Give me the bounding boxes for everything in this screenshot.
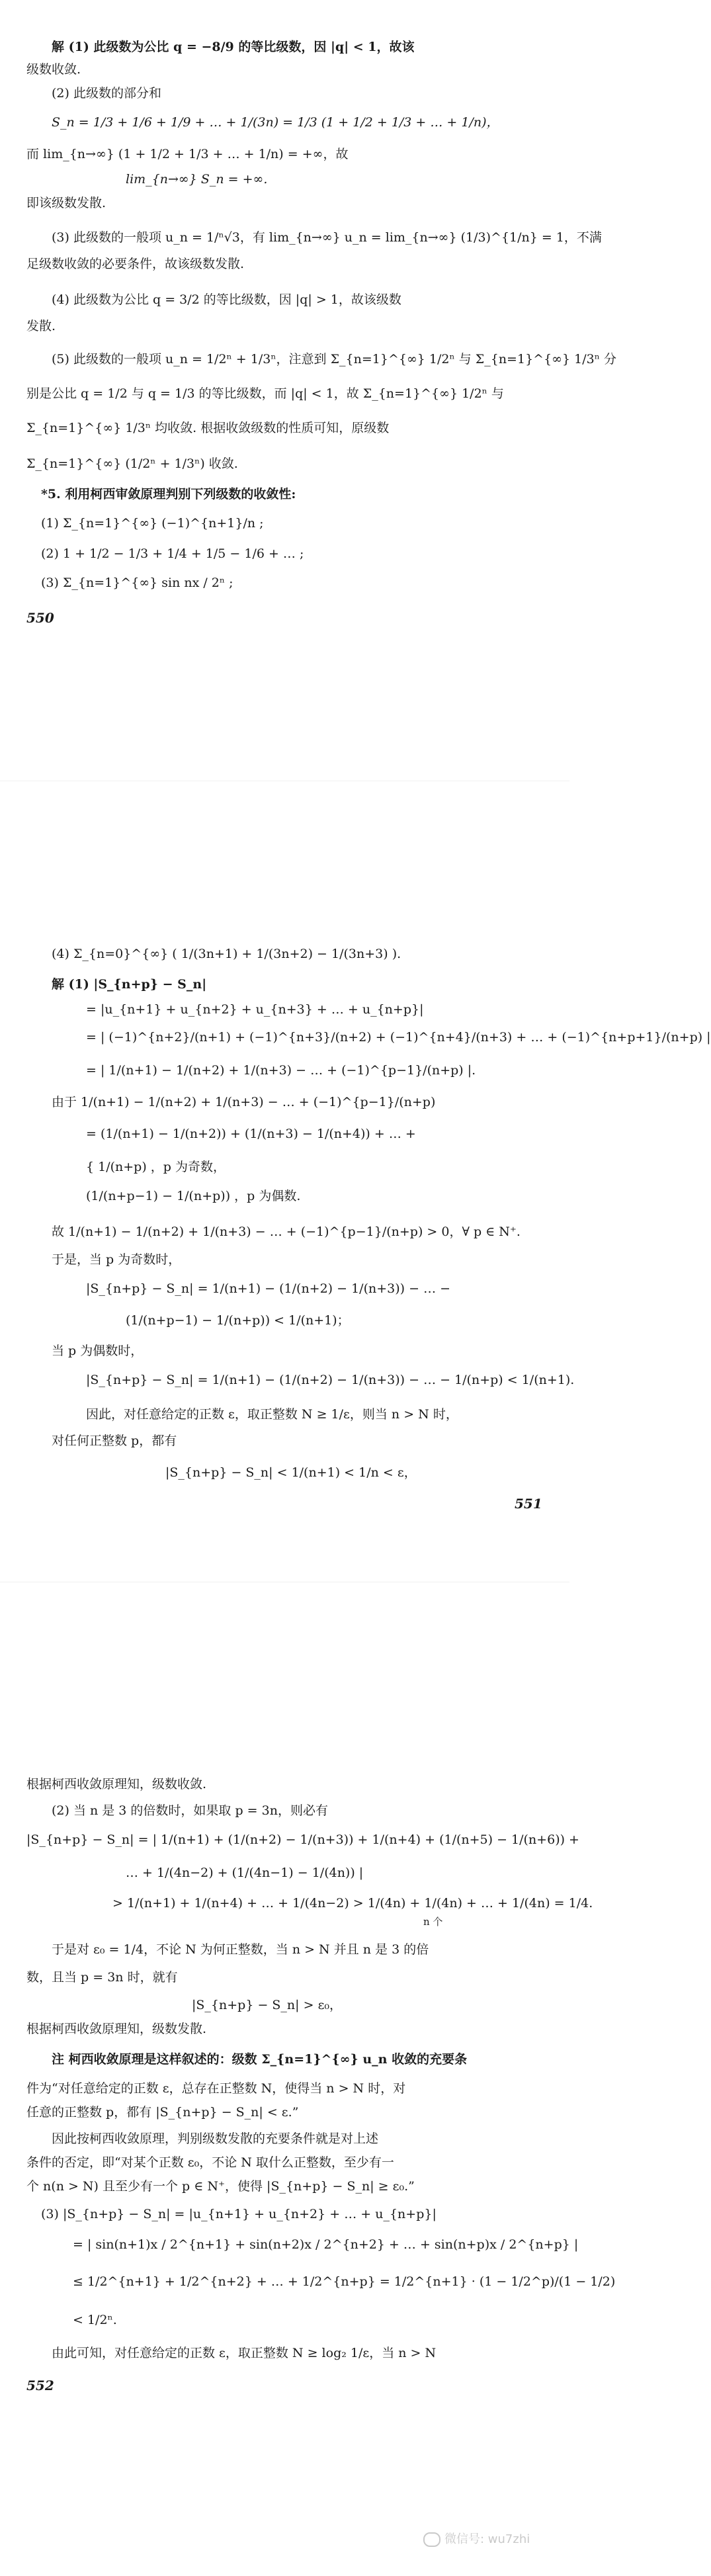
formula-line: (1/(n+p−1) − 1/(n+p)) < 1/(n+1)；: [126, 1313, 350, 1328]
formula-line: ≤ 1/2^{n+1} + 1/2^{n+2} + … + 1/2^{n+p} = 1/2^{n+1} · (1 − 1/2^p)/(1 − 1/2): [73, 2274, 616, 2289]
formula-line: = | 1/(n+1) − 1/(n+2) + 1/(n+3) − … + (−1)^{p−1}/(n+p) |.: [86, 1063, 476, 1078]
wechat-icon: [423, 2532, 440, 2547]
text-line: 因此，对任意给定的正数 ε，取正整数 N ≥ 1/ε，则当 n > N 时，: [86, 1407, 458, 1422]
formula-line: = | (−1)^{n+2}/(n+1) + (−1)^{n+3}/(n+2) + (−1)^{n+4}/(n+3) + … + (−1)^{n+p+1}/(n+p) |: [86, 1030, 711, 1045]
page-number: 552: [26, 2378, 54, 2393]
formula-line: { 1/(n+p) ，p 为奇数，: [86, 1160, 226, 1174]
page-550: [0, 0, 616, 781]
formula-line: |S_{n+p} − S_n| = | 1/(n+1) + (1/(n+2) − 1/(n+3)) + 1/(n+4) + (1/(n+5) − 1/(n+6)) +: [26, 1832, 579, 1847]
formula-line: (1/(n+p−1) − 1/(n+p)) ，p 为偶数.: [86, 1189, 301, 1203]
text-line: 根据柯西收敛原理知，级数收敛.: [26, 1777, 207, 1791]
text-line: 由此可知，对任意给定的正数 ε，取正整数 N ≥ log₂ 1/ε，当 n > N: [52, 2346, 437, 2360]
formula-line: |S_{n+p} − S_n| = 1/(n+1) − (1/(n+2) − 1/(n+3)) − … −: [86, 1281, 451, 1296]
text-line: 解 (1) |S_{n+p} − S_n|: [52, 977, 207, 992]
exercise-item: (2) 1 + 1/2 − 1/3 + 1/4 + 1/5 − 1/6 + … ;: [41, 546, 304, 561]
watermark-text: 微信号: wu7zhi: [444, 2532, 530, 2546]
page-number: 550: [26, 610, 54, 626]
page-number: 551: [515, 1496, 542, 1512]
formula-line: < 1/2ⁿ.: [73, 2313, 117, 2327]
text-line: 级数收敛.: [26, 62, 81, 77]
text-line: 发散.: [26, 319, 56, 333]
exercise-heading: *5. 利用柯西审敛原理判别下列级数的收敛性:: [41, 487, 296, 501]
formula-line: = |u_{n+1} + u_{n+2} + u_{n+3} + … + u_{n+p}|: [86, 1002, 424, 1017]
text-line: 由于 1/(n+1) − 1/(n+2) + 1/(n+3) − … + (−1)^{p−1}/(n+p): [52, 1095, 436, 1109]
text-line: 注 柯西收敛原理是这样叙述的：级数 Σ_{n=1}^{∞} u_n 收敛的充要条: [52, 2052, 468, 2067]
text-line: (3) 此级数的一般项 u_n = 1/ⁿ√3，有 lim_{n→∞} u_n = lim_{n→∞} (1/3)^{1/n} = 1，不满: [52, 230, 602, 245]
text-line: 因此按柯西收敛原理，判别级数发散的充要条件就是对上述: [52, 2131, 379, 2146]
solution-line: [52, 37, 415, 57]
text-line: Σ_{n=1}^{∞} (1/2ⁿ + 1/3ⁿ) 收敛.: [26, 456, 238, 471]
formula-line: 故 1/(n+1) − 1/(n+2) + 1/(n+3) − … + (−1)^{p−1}/(n+p) > 0，∀ p ∈ N⁺.: [52, 1224, 521, 1239]
text-line: (4) 此级数为公比 q = 3/2 的等比级数，因 |q| > 1，故该级数: [52, 292, 401, 307]
page-552: [0, 1582, 616, 2576]
solution-line: [52, 974, 206, 994]
text-line: 于是对 ε₀ = 1/4，不论 N 为何正整数，当 n > N 并且 n 是 3 的倍: [52, 1942, 429, 1957]
exercise-item: (4) Σ_{n=0}^{∞} ( 1/(3n+1) + 1/(3n+2) − 1/(3n+3) ).: [52, 947, 401, 961]
formula-line: = | sin(n+1)x / 2^{n+1} + sin(n+2)x / 2^{n+2} + … + sin(n+p)x / 2^{n+p} |: [73, 2237, 579, 2252]
watermark: [423, 2530, 530, 2547]
text-line: 别是公比 q = 1/2 与 q = 1/3 的等比级数，而 |q| < 1，故 Σ_{n=1}^{∞} 1/2ⁿ 与: [26, 386, 504, 401]
formula-line: (3) |S_{n+p} − S_n| = |u_{n+1} + u_{n+2} + … + u_{n+p}|: [41, 2207, 437, 2221]
formula-line: = (1/(n+1) − 1/(n+2)) + (1/(n+3) − 1/(n+4)) + … +: [86, 1127, 416, 1141]
formula-line: S_n = 1/3 + 1/6 + 1/9 + … + 1/(3n) = 1/3 (1 + 1/2 + 1/3 + … + 1/n)，: [52, 115, 499, 130]
text-line: 于是，当 p 为奇数时，: [52, 1252, 181, 1267]
text-line: 件为“对任意给定的正数 ε，总存在正整数 N，使得当 n > N 时，对: [26, 2081, 406, 2096]
text-line: (2) 此级数的部分和: [52, 86, 161, 101]
exercise-item: (1) Σ_{n=1}^{∞} (−1)^{n+1}/n ;: [41, 516, 264, 531]
note-line: [52, 2049, 467, 2069]
underbrace-label: n 个: [423, 1916, 443, 1928]
text-line: 足级数收敛的必要条件，故该级数发散.: [26, 257, 245, 271]
text-line: 个 n(n > N) 且至少有一个 p ∈ N⁺，使得 |S_{n+p} − S_n| ≥ ε₀.”: [26, 2179, 415, 2194]
formula-line: |S_{n+p} − S_n| = 1/(n+1) − (1/(n+2) − 1/(n+3)) − … − 1/(n+p) < 1/(n+1).: [86, 1373, 575, 1387]
formula-line: … + 1/(4n−2) + (1/(4n−1) − 1/(4n)) |: [126, 1866, 364, 1880]
formula-line: |S_{n+p} − S_n| > ε₀，: [192, 1998, 343, 2012]
text-line: 即该级数发散.: [26, 196, 106, 210]
exercise-item: (3) Σ_{n=1}^{∞} sin nx / 2ⁿ ;: [41, 576, 233, 590]
text-line: 解 (1) 此级数为公比 q = −8/9 的等比级数，因 |q| < 1，故该: [52, 40, 415, 54]
text-line: 对任何正整数 p，都有: [52, 1434, 177, 1448]
text-line: 当 p 为偶数时，: [52, 1344, 144, 1358]
text-line: 根据柯西收敛原理知，级数发散.: [26, 2022, 207, 2036]
text-line: 条件的否定，即“对某个正数 ε₀，不论 N 取什么正整数，至少有一: [26, 2155, 394, 2170]
page-551: [0, 781, 711, 1582]
text-line: (5) 此级数的一般项 u_n = 1/2ⁿ + 1/3ⁿ，注意到 Σ_{n=1}^{∞} 1/2ⁿ 与 Σ_{n=1}^{∞} 1/3ⁿ 分: [52, 352, 616, 366]
formula-line: 而 lim_{n→∞} (1 + 1/2 + 1/3 + … + 1/n) = +∞，故: [26, 147, 349, 161]
formula-line: lim_{n→∞} S_n = +∞.: [126, 172, 268, 187]
text-line: 数，且当 p = 3n 时，就有: [26, 1970, 178, 1985]
text-line: (2) 当 n 是 3 的倍数时，如果取 p = 3n，则必有: [52, 1803, 328, 1818]
text-line: Σ_{n=1}^{∞} 1/3ⁿ 均收敛. 根据收敛级数的性质可知，原级数: [26, 421, 390, 435]
formula-line: |S_{n+p} − S_n| < 1/(n+1) < 1/n < ε，: [165, 1465, 417, 1480]
text-line: 任意的正整数 p，都有 |S_{n+p} − S_n| < ε.”: [26, 2105, 299, 2120]
formula-line: > 1/(n+1) + 1/(n+4) + … + 1/(4n−2) > 1/(4n) + 1/(4n) + … + 1/(4n) = 1/4.: [112, 1896, 593, 1911]
